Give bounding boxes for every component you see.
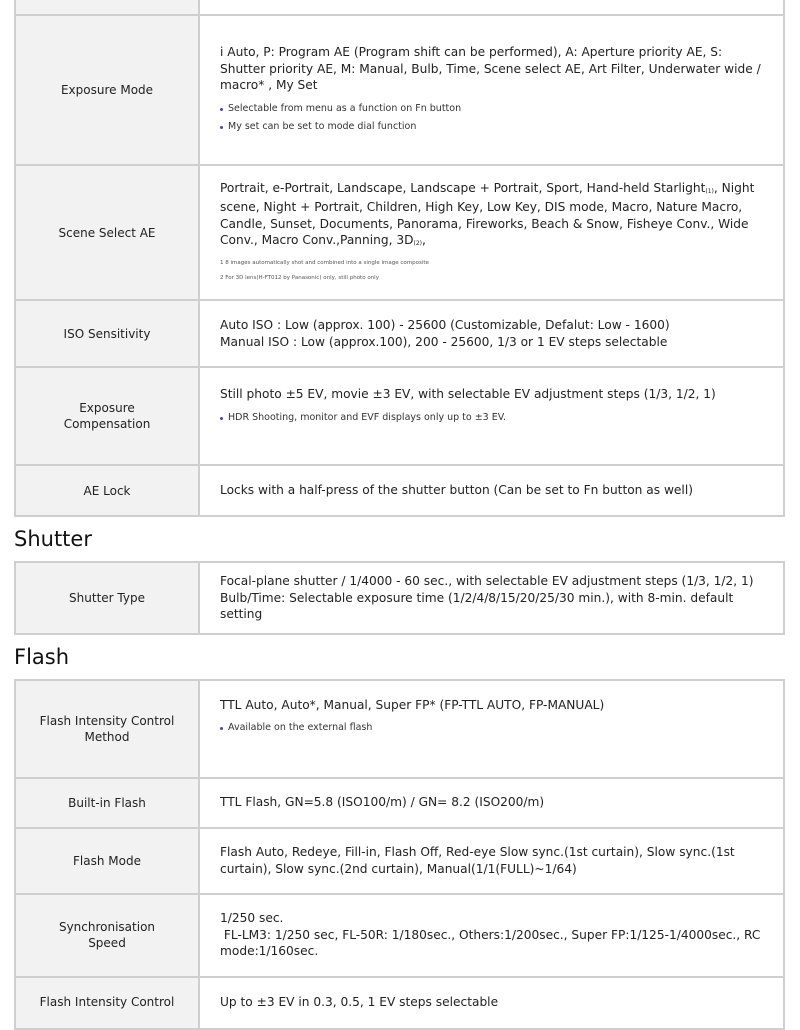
flash-spec-table — [14, 679, 785, 1030]
flash-intensity-method-label: Flash Intensity Control Method — [16, 681, 200, 779]
shutter-type-label: Shutter Type — [16, 563, 200, 633]
table-row — [16, 563, 783, 633]
sync-speed-detail: FL-LM3: 1/250 sec, FL-50R: 1/180sec., Others:1/200sec., Super FP:1/125-1/4000sec., RC mode:1/160sec. — [220, 927, 765, 959]
exposure-mode-value: i Auto, P: Program AE (Program shift can be performed), A: Aperture priority AE, S: Shutter priority AE, M: Manual, Bulb, Time, Scene select AE, Art Filter, Underwater wide / macro* , My Set — [220, 45, 761, 93]
sync-speed-label: Synchronisation Speed — [16, 895, 200, 978]
built-in-flash-label: Built-in Flash — [16, 779, 200, 829]
row-label — [16, 0, 200, 16]
scene-select-value — [220, 180, 771, 252]
scene-select-footnotes — [220, 256, 771, 286]
ae-lock-value: Locks with a half-press of the shutter button (Can be set to Fn button as well) — [200, 466, 783, 515]
scene-select-label: Scene Select AE — [16, 166, 200, 301]
spec-page — [14, 0, 786, 1030]
table-row — [16, 681, 783, 779]
exposure-compensation-notes — [220, 409, 771, 427]
exposure-mode-label: Exposure Mode — [16, 16, 200, 166]
flash-heading: Flash — [14, 644, 70, 669]
table-row — [16, 166, 783, 301]
table-row — [16, 301, 783, 368]
flash-intensity-control-label: Flash Intensity Control — [16, 978, 200, 1028]
table-row — [16, 466, 783, 515]
note-item: My set can be set to mode dial function — [220, 118, 771, 136]
table-row — [16, 779, 783, 829]
shutter-type-value: Focal-plane shutter / 1/4000 - 60 sec., with selectable EV adjustment steps (1/3, 1/2, 1) — [220, 574, 754, 588]
note-item: Available on the external flash — [220, 719, 771, 737]
sync-speed-value: 1/250 sec. — [220, 911, 284, 926]
flash-intensity-notes — [220, 719, 771, 737]
footnote-ref: (2) — [413, 240, 422, 247]
flash-intensity-control-value: Up to ±3 EV in 0.3, 0.5, 1 EV steps selectable — [200, 978, 783, 1028]
flash-mode-label: Flash Mode — [16, 829, 200, 895]
exposure-compensation-label: Exposure Compensation — [16, 368, 200, 466]
iso-label: ISO Sensitivity — [16, 301, 200, 368]
exposure-mode-notes — [220, 100, 771, 136]
note-item: Selectable from menu as a function on Fn button — [220, 100, 771, 118]
table-row — [16, 829, 783, 895]
exposure-compensation-value: Still photo ±5 EV, movie ±3 EV, with selectable EV adjustment steps (1/3, 1/2, 1) — [220, 387, 716, 401]
row-value — [200, 0, 783, 16]
table-row — [16, 978, 783, 1028]
flash-mode-value: Flash Auto, Redeye, Fill-in, Flash Off, Red-eye Slow sync.(1st curtain), Slow sync.(1st curtain), Slow sync.(2nd curtain), Manual(1/1(FULL)~1/64) — [200, 829, 783, 895]
table-row — [16, 895, 783, 978]
scene-list-part: , Night scene, Night + Portrait, Children, High Key, Low Key, DIS mode, Macro, Nature Macro, Candle, Sunset, Documents, Panorama, Fireworks, Beach & Snow, Fisheye Conv., Wide Conv., Macro Conv.,Panning, 3D — [220, 180, 755, 247]
ae-lock-label: AE Lock — [16, 466, 200, 515]
iso-manual-value: Manual ISO : Low (approx.100), 200 - 25600, 1/3 or 1 EV steps selectable — [220, 334, 668, 349]
note-item: HDR Shooting, monitor and EVF displays only up to ±3 EV. — [220, 409, 771, 427]
table-row — [16, 0, 783, 16]
exposure-spec-table — [14, 0, 785, 517]
footnote: 2 For 3D lens(H-FT012 by Panasonic) only, still photo only — [220, 274, 379, 281]
table-row — [16, 368, 783, 466]
table-row — [16, 16, 783, 166]
shutter-heading: Shutter — [14, 527, 92, 551]
built-in-flash-value: TTL Flash, GN=5.8 (ISO100/m) / GN= 8.2 (ISO200/m) — [200, 779, 783, 829]
scene-list-part: , — [422, 233, 426, 247]
shutter-spec-table — [14, 561, 785, 635]
shutter-bulb-value: Bulb/Time: Selectable exposure time (1/2/4/8/15/20/25/30 min.), with 8-min. default setting — [220, 590, 734, 621]
footnote: 1 8 images automatically shot and combined into a single image composite — [220, 259, 429, 266]
scene-list-part: Portrait, e-Portrait, Landscape, Landscape + Portrait, Sport, Hand-held Starlight — [220, 180, 706, 195]
iso-auto-value: Auto ISO : Low (approx. 100) - 25600 (Customizable, Defalut: Low - 1600) — [220, 318, 670, 332]
footnote-ref: (1) — [705, 187, 714, 195]
flash-intensity-method-value: TTL Auto, Auto*, Manual, Super FP* (FP-TTL AUTO, FP-MANUAL) — [220, 697, 605, 712]
